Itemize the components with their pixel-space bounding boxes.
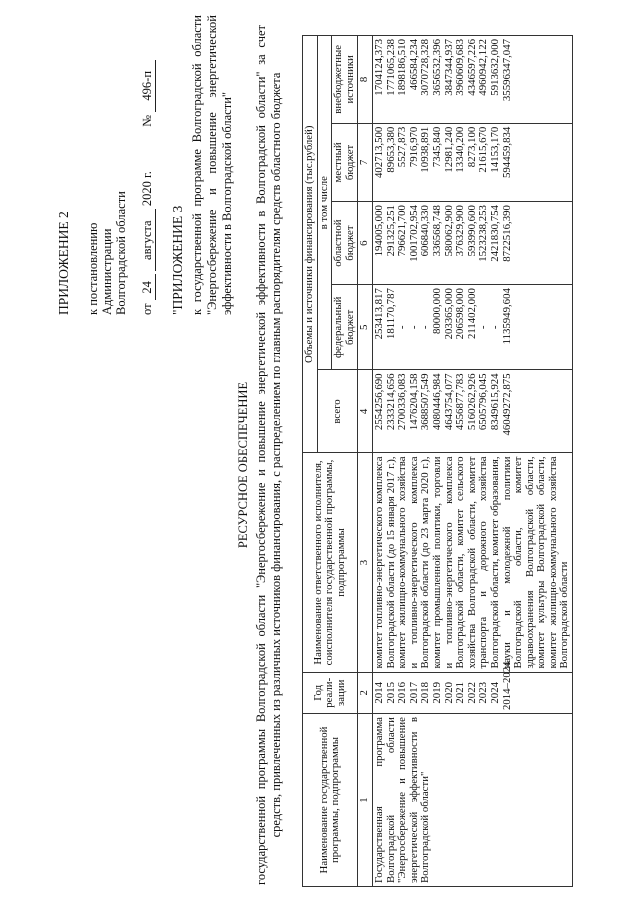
total-value: 8349615,924: [488, 373, 501, 431]
total-value: 2333214,656: [384, 373, 397, 431]
appendix3-label: "ПРИЛОЖЕНИЕ 3: [170, 205, 185, 315]
document-title: РЕСУРСНОЕ ОБЕСПЕЧЕНИЕ: [236, 381, 250, 549]
date-month: августа: [140, 209, 156, 271]
federal-value: 206598,000: [454, 288, 467, 340]
extra-value: 3070728,328: [419, 39, 432, 96]
extra-cell: [372, 36, 572, 124]
appendix2-date-line: [140, 60, 156, 315]
local-value: 89653,380: [384, 126, 397, 173]
header-regional: областной бюджет: [332, 202, 358, 285]
total-value: 4080446,984: [430, 373, 443, 431]
table-row: [372, 36, 572, 887]
date-year: 2020 г.: [140, 171, 154, 207]
years-cell: [372, 661, 572, 714]
year-value: 2022: [465, 682, 478, 704]
header-extra: внебюджетные источники: [332, 36, 358, 124]
year-value: 2014–2024: [500, 661, 513, 711]
extra-value: 3847344,937: [442, 39, 455, 96]
year-value: 2019: [430, 682, 443, 704]
federal-value: -: [407, 325, 420, 330]
header-executor: Наименование ответственного исполнителя, соисполнителя государственной программы, подпрограммы: [303, 453, 358, 672]
regional-value: 606840,330: [419, 205, 432, 257]
extra-value: 1704124,373: [372, 39, 385, 96]
federal-value: 211402,000: [465, 288, 478, 340]
appendix3-text: к государственной программе Волгоградской области "Энергосбережение и повышение энергетической эффективности в Волгоградской области": [190, 15, 234, 315]
total-value: 3688507,549: [419, 373, 432, 431]
total-value: 2554256,690: [372, 373, 385, 431]
regional-value: 291325,251: [384, 205, 397, 257]
year-value: 2016: [396, 682, 409, 704]
date-day: 24: [140, 274, 156, 300]
header-including: в том числе: [317, 36, 332, 370]
year-value: 2018: [419, 682, 432, 704]
federal-value: -: [419, 325, 432, 330]
extra-value: 4346597,226: [465, 39, 478, 96]
date-prefix: от: [140, 303, 154, 315]
header-year: Год реали-зации: [303, 672, 358, 714]
regional-value: 8722516,390: [500, 205, 513, 262]
local-value: 594459,834: [500, 126, 513, 178]
year-value: 2023: [477, 682, 490, 704]
local-value: 5527,873: [396, 126, 409, 168]
total-value: 46049272,875: [500, 373, 513, 436]
col-number: 2: [358, 672, 373, 714]
federal-value: -: [396, 325, 409, 330]
local-value: 10938,891: [419, 126, 432, 173]
col-number: 1: [358, 714, 373, 887]
local-value: 7345,840: [430, 126, 443, 168]
header-program: Наименование государственной программы, подпрограммы: [303, 714, 358, 887]
year-value: 2020: [442, 682, 455, 704]
federal-value: 80000,000: [430, 288, 443, 335]
total-value: 4643754,077: [442, 373, 455, 431]
total-value: 2700336,083: [396, 373, 409, 431]
federal-value: 203365,000: [442, 288, 455, 340]
federal-value: -: [477, 325, 490, 330]
regional-value: 194005,000: [372, 205, 385, 257]
local-value: 402713,500: [372, 126, 385, 178]
year-value: 2017: [407, 682, 420, 704]
local-value: 12981,240: [442, 126, 455, 173]
local-cell: [372, 123, 572, 201]
col-number: 4: [358, 370, 373, 453]
header-volumes: Объемы и источники финансирования (тыс.рублей): [303, 36, 318, 453]
header-local: местный бюджет: [332, 123, 358, 201]
extra-value: 35596347,047: [500, 39, 513, 102]
federal-value: 1135949,604: [500, 288, 513, 345]
extra-value: 1771065,238: [384, 39, 397, 96]
document-subtitle: государственной программы Волгоградской области "Энергосбережение и повышение энергетической эффективности в Волгоградской области" за счет средств, привлеченных из различных источников финансирования, с распределением по главным распорядителям средств областного бюджета: [254, 25, 283, 885]
local-value: 14153,170: [488, 126, 501, 173]
appendix2-line2: Администрации: [100, 228, 114, 315]
extra-value: 3656532,396: [430, 39, 443, 96]
col-number: 8: [358, 36, 373, 124]
col-number: 6: [358, 202, 373, 285]
local-value: 7916,970: [407, 126, 420, 168]
federal-value: 181170,787: [384, 288, 397, 340]
federal-value: -: [488, 325, 501, 330]
extra-value: 3960609,683: [454, 39, 467, 96]
col-number: 5: [358, 285, 373, 370]
header-federal: федеральный бюджет: [332, 285, 358, 370]
extra-value: 5913632,000: [488, 39, 501, 96]
extra-value: 466584,234: [407, 39, 420, 91]
total-value: 4556877,783: [454, 373, 467, 431]
local-value: 8273,100: [465, 126, 478, 168]
extra-value: 4960942,122: [477, 39, 490, 96]
appendix2-label: ПРИЛОЖЕНИЕ 2: [56, 211, 71, 315]
number-label: №: [140, 114, 154, 127]
extra-value: 1898186,510: [396, 39, 409, 96]
total-value: 6505796,045: [477, 373, 490, 431]
document-number: 496-п: [140, 60, 156, 112]
total-cell: [372, 370, 572, 453]
col-number: 7: [358, 123, 373, 201]
regional-value: 1523238,253: [477, 205, 490, 262]
executors-cell: комитет топливно-энергетического комплекса Волгоградской области (до 15 января 2017 г.), комитет жилищно-коммунального хозяйства и топливно-энергетического комплекса Волгоградской области (до 23 марта 2020 г.), комитет промышленной политики, торговли и топливно-энергетического комплекса Волгоградской области, комитет сельского хозяйства Волгоградской области, комитет транспорта и дорожного хозяйства Волгоградской области, комитет образования, науки и молодежной политики Волгоградской области, комитет здравоохранения Волгоградской области, комитет культуры Волгоградской области, комитет жилищно-коммунального хозяйства Волгоградской области: [372, 453, 572, 672]
regional-value: 2421830,754: [488, 205, 501, 262]
year-value: 2021: [454, 682, 467, 704]
total-value: 5160262,926: [465, 373, 478, 431]
local-value: 21615,670: [477, 126, 490, 173]
federal-value: 253413,817: [372, 288, 385, 340]
federal-cell: [372, 285, 572, 370]
regional-value: 796621,700: [396, 205, 409, 257]
regional-value: 593990,600: [465, 205, 478, 257]
local-value: 13340,200: [454, 126, 467, 173]
year-value: 2015: [384, 682, 397, 704]
col-number: 3: [358, 453, 373, 672]
regional-cell: [372, 202, 572, 285]
regional-value: 1001702,954: [407, 205, 420, 262]
appendix2-line3: Волгоградской области: [114, 191, 128, 315]
regional-value: 580062,900: [442, 205, 455, 257]
year-value: 2024: [488, 682, 501, 704]
total-value: 1476204,158: [407, 373, 420, 431]
resource-table: [302, 35, 573, 887]
program-name-cell: Государственная программа Волгоградской области "Энергосбережение и повышение энергетической эффективности в Волгоградской области": [372, 714, 572, 887]
regional-value: 376329,900: [454, 205, 467, 257]
appendix2-line1: к постановлению: [86, 222, 100, 315]
regional-value: 336568,748: [430, 205, 443, 257]
year-value: 2014: [372, 682, 385, 704]
header-total: всего: [317, 370, 358, 453]
